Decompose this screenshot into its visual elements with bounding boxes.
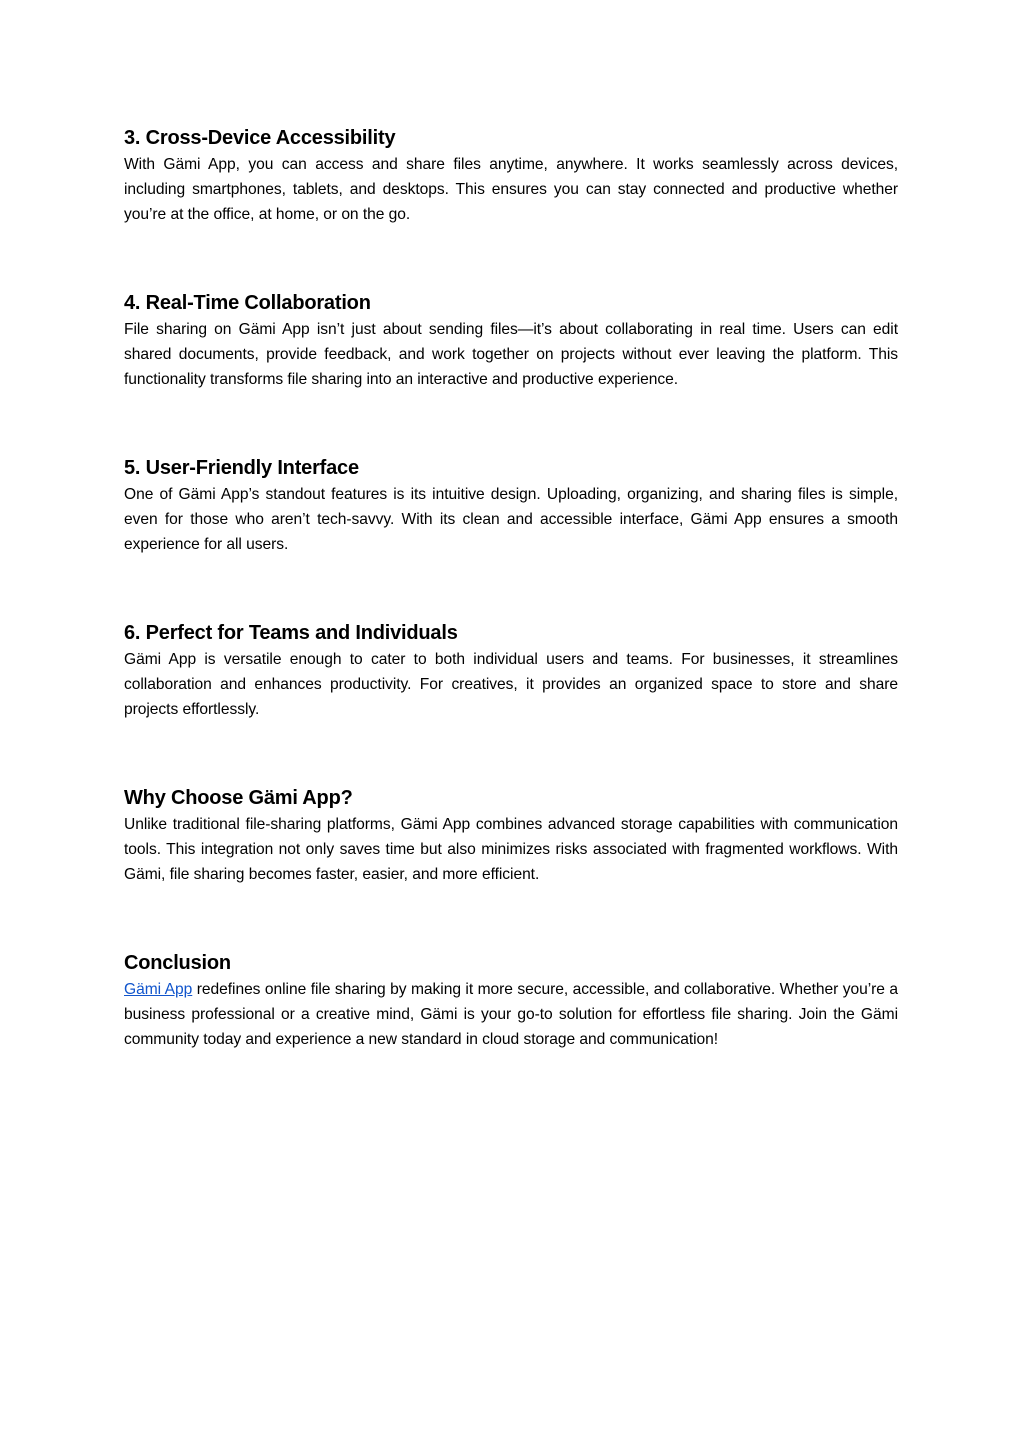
conclusion-heading: Conclusion: [124, 952, 231, 974]
section-heading: 3. Cross-Device Accessibility: [124, 127, 396, 149]
gami-app-link[interactable]: Gämi App: [124, 981, 193, 998]
section-body: Gämi App is versatile enough to cater to both individual users and teams. For businesses, it streamlines collaboration and enhances productivity. For creatives, it provides an organized space to store and share projects effortlessly.: [124, 651, 898, 718]
section-real-time-collaboration: [124, 289, 898, 392]
section-conclusion: [124, 949, 898, 1052]
section-cross-device: [124, 124, 898, 227]
section-heading: 6. Perfect for Teams and Individuals: [124, 622, 458, 644]
section-teams-and-individuals: [124, 619, 898, 722]
section-heading: Why Choose Gämi App?: [124, 787, 353, 809]
section-heading: 4. Real-Time Collaboration: [124, 292, 371, 314]
section-body: With Gämi App, you can access and share files anytime, anywhere. It works seamlessly across devices, including smartphones, tablets, and desktops. This ensures you can stay connected and productive whether you’re at the office, at home, or on the go.: [124, 156, 898, 223]
conclusion-body: [124, 977, 898, 1052]
section-body: Unlike traditional file-sharing platforms, Gämi App combines advanced storage capabilities with communication tools. This integration not only saves time but also minimizes risks associated with fragmented workflows. With Gämi, file sharing becomes faster, easier, and more efficient.: [124, 816, 898, 883]
conclusion-body-text: redefines online file sharing by making it more secure, accessible, and collaborative. Whether you’re a business professional or a creative mind, Gämi is your go-to solution for effortless file sharing. Join the Gämi community today and experience a new standard in cloud storage and communication!: [124, 981, 898, 1048]
section-why-choose: [124, 784, 898, 887]
section-heading: 5. User-Friendly Interface: [124, 457, 359, 479]
section-body: One of Gämi App’s standout features is its intuitive design. Uploading, organizing, and sharing files is simple, even for those who aren’t tech-savvy. With its clean and accessible interface, Gämi App ensures a smooth experience for all users.: [124, 486, 898, 553]
section-body: File sharing on Gämi App isn’t just about sending files—it’s about collaborating in real time. Users can edit shared documents, provide feedback, and work together on projects without ever leaving the platform. This functionality transforms file sharing into an interactive and productive experience.: [124, 321, 898, 388]
document-page: [124, 124, 898, 1052]
section-user-friendly-interface: [124, 454, 898, 557]
